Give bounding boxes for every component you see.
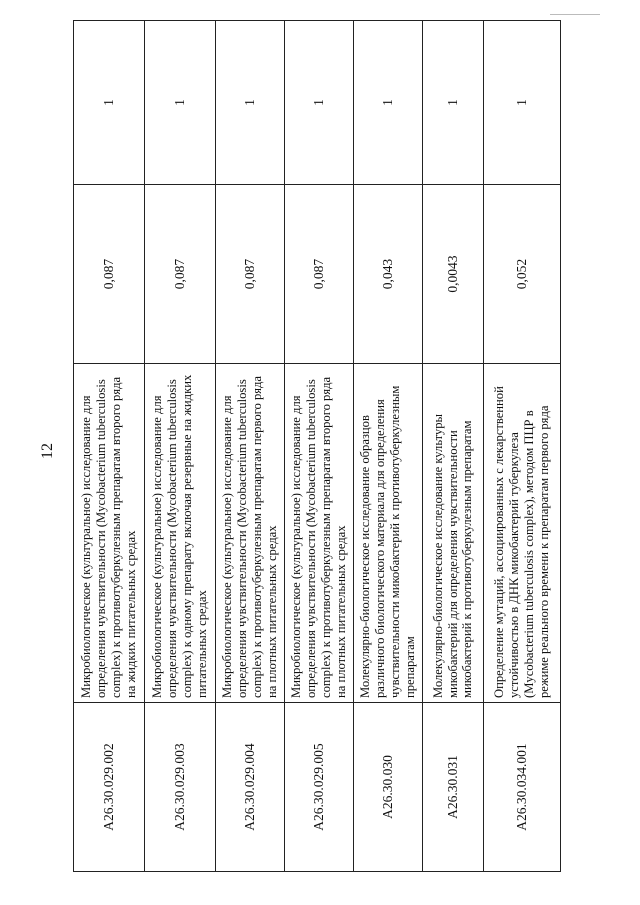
table-row (484, 21, 561, 872)
service-code: A26.30.034.001 (484, 703, 561, 872)
average-count: 1 (423, 21, 484, 185)
service-code: A26.30.031 (423, 703, 484, 872)
service-code: A26.30.030 (354, 703, 423, 872)
rotated-table-wrapper (73, 57, 551, 872)
table-row (74, 21, 145, 872)
frequency-coefficient: 0,087 (285, 185, 354, 364)
service-name: Микробиологическое (культуральное) исследование для определения чувствительности (Mycobacterium tuberculosis complex) к одному препарату включая резервные на жидких питательных средах (145, 364, 216, 703)
frequency-coefficient: 0,043 (354, 185, 423, 364)
service-code: A26.30.029.004 (216, 703, 285, 872)
service-name: Микробиологическое (культуральное) исследование для определения чувствительности (Mycobacterium tuberculosis complex) к противотуберкулезным препаратам первого ряда на плотных питательных средах (216, 364, 285, 703)
table-row (145, 21, 216, 872)
service-name: Определение мутаций, ассоциированных с лекарственной устойчивостью в ДНК микобактерий туберкулеза (Mycobacterium tuberculosis complex), методом ПЦР в режиме реального времени к препаратам первого ряда (484, 364, 561, 703)
service-code: A26.30.029.002 (74, 703, 145, 872)
frequency-coefficient: 0,087 (216, 185, 285, 364)
average-count: 1 (216, 21, 285, 185)
service-name: Микробиологическое (культуральное) исследование для определения чувствительности (Mycobacterium tuberculosis complex) к противотуберкулезным препаратам второго ряда на плотных питательных средах (285, 364, 354, 703)
page-number: 12 (39, 443, 56, 459)
frequency-coefficient: 0,052 (484, 185, 561, 364)
average-count: 1 (354, 21, 423, 185)
average-count: 1 (484, 21, 561, 185)
service-name: Молекулярно-биологическое исследование образцов различного биологического материала для определения чувствительности микобактерий к противотуберкулезным препаратам (354, 364, 423, 703)
table-row (216, 21, 285, 872)
service-code: A26.30.029.005 (285, 703, 354, 872)
service-name: Молекулярно-биологическое исследование культуры микобактерий для определения чувствительности микобактерий к противотуберкулезным препаратам (423, 364, 484, 703)
average-count: 1 (74, 21, 145, 185)
average-count: 1 (145, 21, 216, 185)
services-table (73, 20, 561, 872)
frequency-coefficient: 0,0043 (423, 185, 484, 364)
average-count: 1 (285, 21, 354, 185)
table-row (423, 21, 484, 872)
table-row (354, 21, 423, 872)
service-code: A26.30.029.003 (145, 703, 216, 872)
service-name: Микробиологическое (культуральное) исследование для определения чувствительности (Mycobacterium tuberculosis complex) к противотуберкулезным препаратам второго ряда на жидких питательных средах (74, 364, 145, 703)
table-row (285, 21, 354, 872)
frequency-coefficient: 0,087 (74, 185, 145, 364)
scan-artifact (550, 14, 600, 15)
frequency-coefficient: 0,087 (145, 185, 216, 364)
